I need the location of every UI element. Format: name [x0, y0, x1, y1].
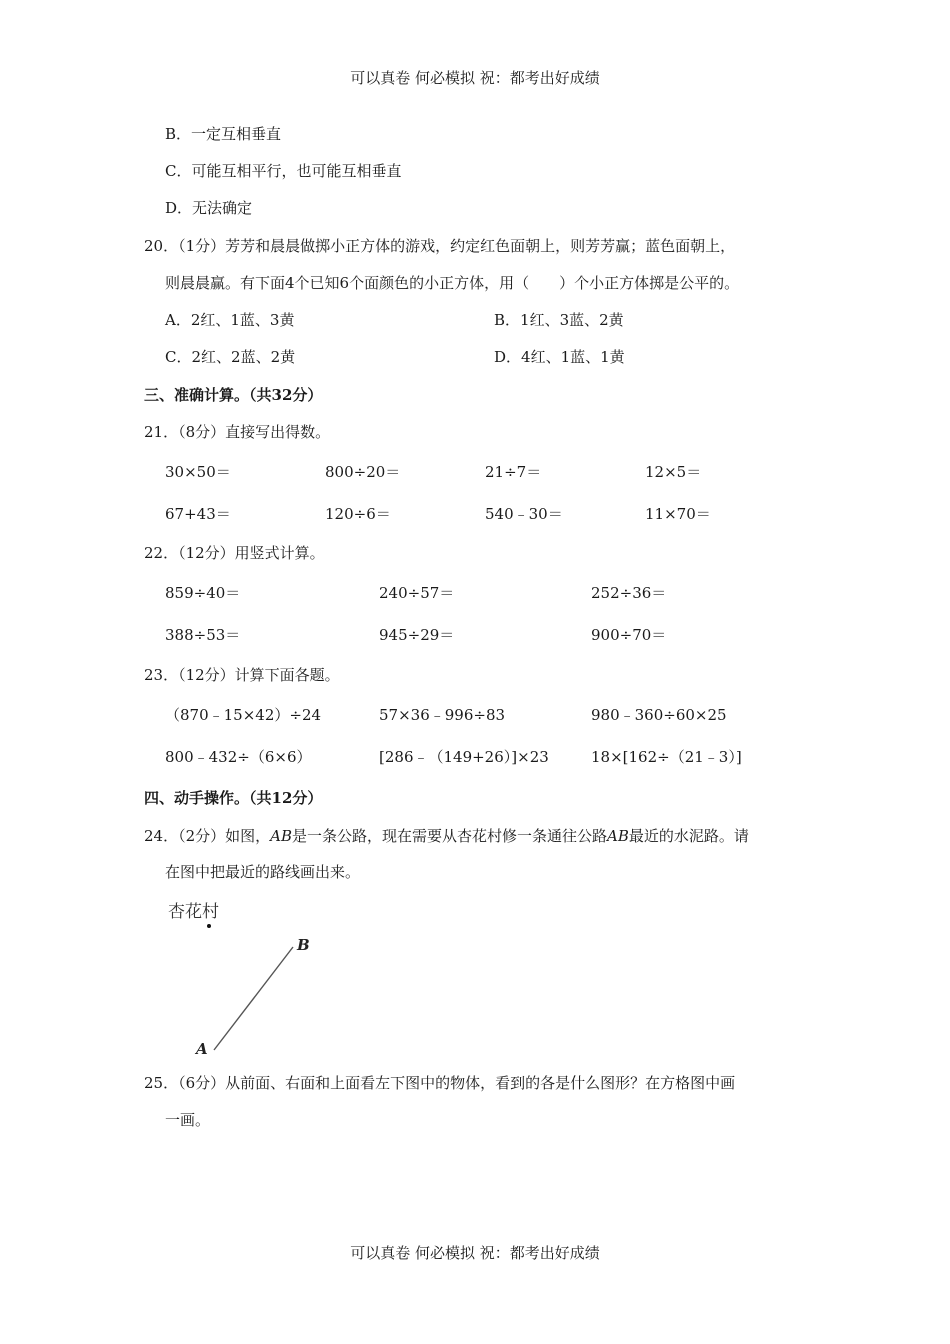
page-footer: 可以真卷 何必模拟 祝：都考出好成绩 [350, 1244, 600, 1262]
road-figure [160, 895, 340, 1065]
q25-stem-line1: 25．（6分）从前面、右面和上面看左下图中的物体，看到的各是什么图形？在方格图中画 [144, 1074, 736, 1092]
village-label: 杏花村 [168, 902, 219, 921]
q20-stem-line1: 20．（1分）芳芳和晨晨做掷小正方体的游戏，约定红色面朝上，则芳芳赢；蓝色面朝上， [144, 237, 736, 255]
q20-option-d: D．4红、1蓝、1黄 [494, 348, 625, 366]
q24-ab: AB [607, 827, 629, 845]
q24-ab: AB [270, 827, 292, 845]
q21-item: 12×5＝ [645, 463, 702, 481]
section-4-heading: 四、动手操作。（共12分） [144, 789, 323, 807]
q23-title: 23．（12分）计算下面各题。 [144, 666, 340, 684]
q21-item: 67+43＝ [165, 505, 231, 523]
section-3-heading: 三、准确计算。（共32分） [144, 386, 323, 404]
q21-item: 120÷6＝ [325, 505, 391, 523]
q22-item: 240÷57＝ [379, 584, 455, 602]
q21-item: 540﹣30＝ [485, 505, 563, 523]
q22-item: 859÷40＝ [165, 584, 241, 602]
q23-item: 800﹣432÷（6×6） [165, 748, 312, 766]
q22-title: 22．（12分）用竖式计算。 [144, 544, 325, 562]
q19-option-d: D．无法确定 [165, 199, 253, 217]
q22-item: 388÷53＝ [165, 626, 241, 644]
q20-option-c: C．2红、2蓝、2黄 [165, 348, 296, 366]
q20-stem-line2: 则晨晨赢。有下面4个已知6个面颜色的小正方体，用（ ）个小正方体掷是公平的。 [165, 274, 740, 292]
point-b-label: B [297, 936, 310, 954]
q24-stem-line2: 在图中把最近的路线画出来。 [165, 863, 361, 881]
q21-item: 21÷7＝ [485, 463, 542, 481]
q23-item: [286﹣（149+26）]×23 [379, 748, 549, 766]
q21-item: 30×50＝ [165, 463, 231, 481]
q24-stem-line1 [144, 826, 749, 846]
q20-option-b: B．1红、3蓝、2黄 [494, 311, 624, 329]
road-ab-line [214, 947, 293, 1050]
q24-text: 是一条公路，现在需要从杏花村修一条通往公路 [292, 827, 608, 845]
point-a-label: A [196, 1040, 208, 1058]
q20-option-a: A．2红、1蓝、3黄 [165, 311, 295, 329]
q25-stem-line2: 一画。 [165, 1111, 211, 1129]
q21-item: 11×70＝ [645, 505, 711, 523]
q23-item: （870﹣15×42）÷24 [165, 706, 322, 724]
q22-item: 252÷36＝ [591, 584, 667, 602]
q21-title: 21．（8分）直接写出得数。 [144, 423, 331, 441]
page-header: 可以真卷 何必模拟 祝：都考出好成绩 [350, 69, 600, 87]
q22-item: 900÷70＝ [591, 626, 667, 644]
q24-text: 最近的水泥路。请 [628, 827, 749, 845]
q19-option-b: B．一定互相垂直 [165, 125, 282, 143]
q19-option-c: C．可能互相平行，也可能互相垂直 [165, 162, 402, 180]
q23-item: 980﹣360÷60×25 [591, 706, 727, 724]
q23-item: 57×36﹣996÷83 [379, 706, 506, 724]
q23-item: 18×[162÷（21﹣3）] [591, 748, 742, 766]
q22-item: 945÷29＝ [379, 626, 455, 644]
q21-item: 800÷20＝ [325, 463, 401, 481]
q24-text: 24．（2分）如图， [144, 827, 271, 845]
village-point [207, 924, 211, 928]
